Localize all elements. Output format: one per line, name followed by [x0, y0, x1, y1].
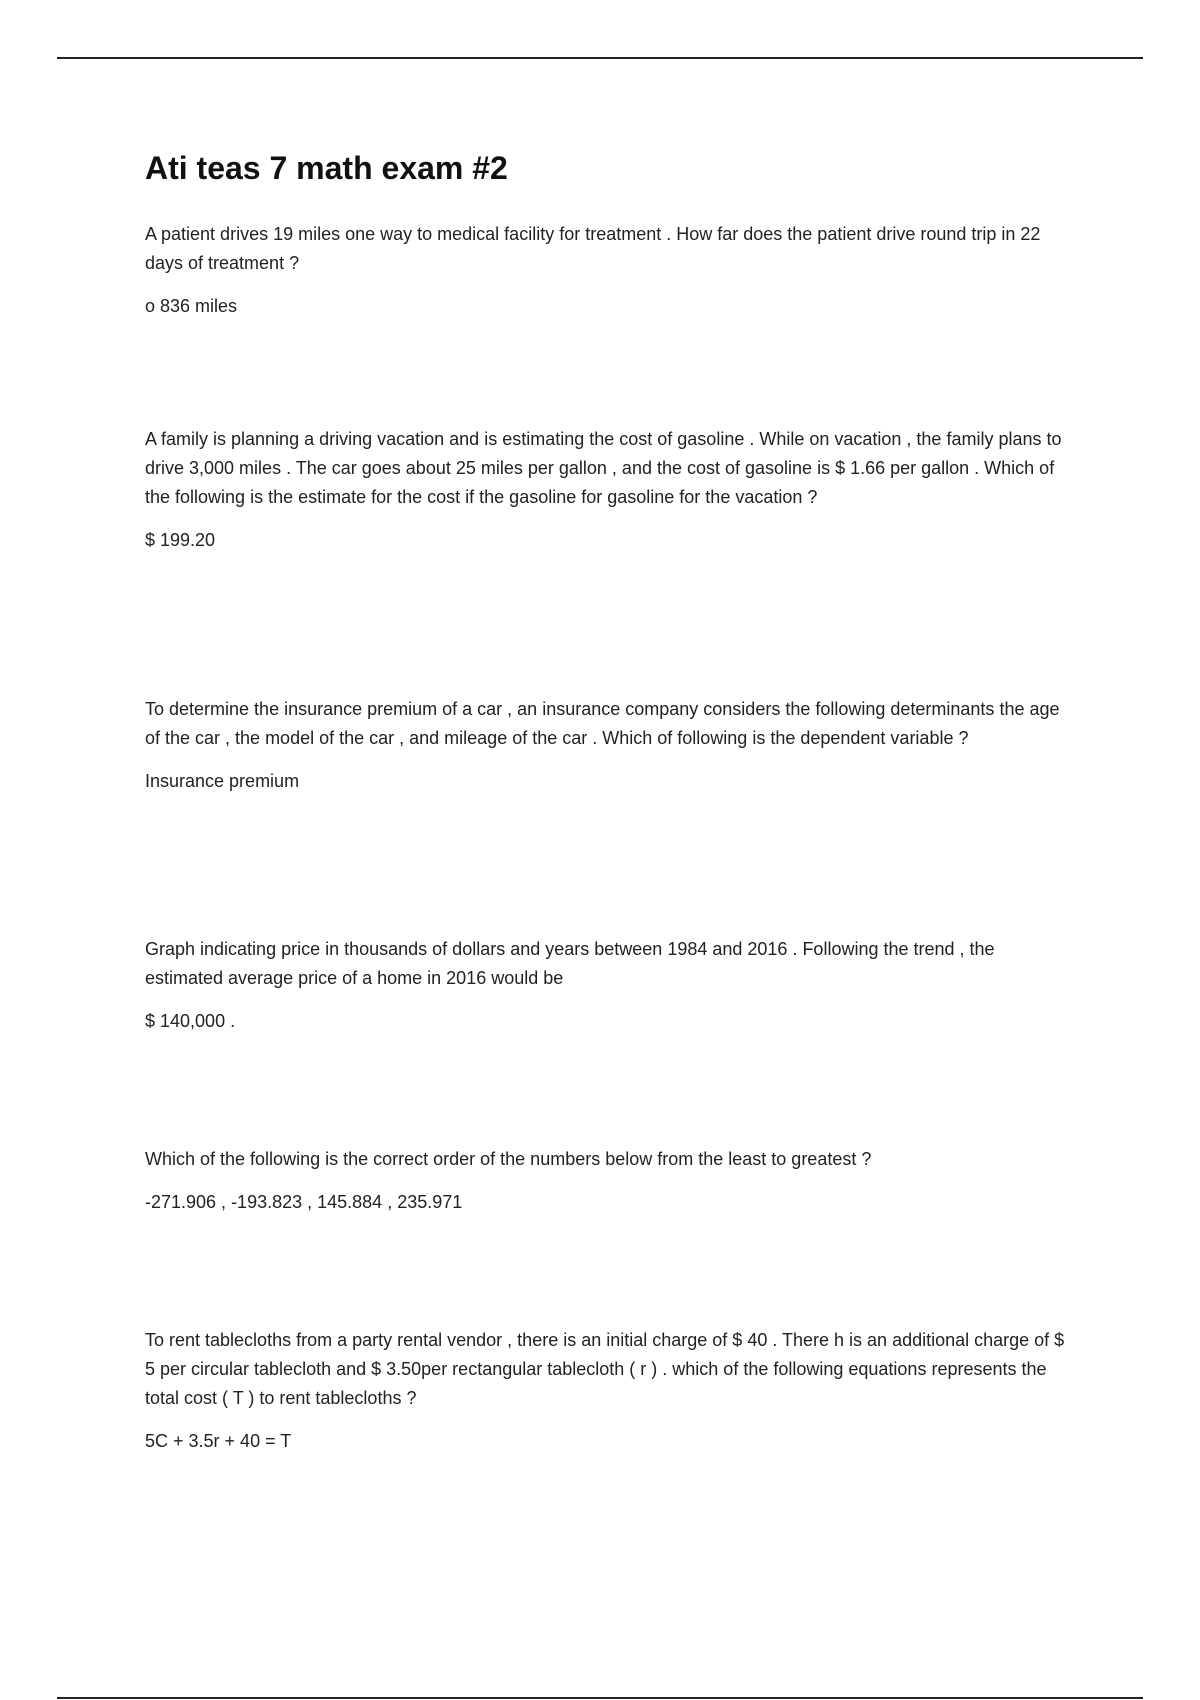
document-page — [145, 148, 1065, 1451]
question-text: Which of the following is the correct order of the numbers below from the least to greatest ? — [145, 1149, 872, 1169]
question-text: A patient drives 19 miles one way to medical facility for treatment . How far does the patient drive round trip in 22 days of treatment ? — [145, 224, 1041, 273]
question-text: To determine the insurance premium of a car , an insurance company considers the following determinants the age of the car , the model of the car , and mileage of the car . Which of following is the dependent variable ? — [145, 699, 1060, 748]
answer-text: -271.906 , -193.823 , 145.884 , 235.971 — [145, 1192, 463, 1212]
bottom-rule — [57, 1697, 1143, 1699]
question-text: To rent tablecloths from a party rental vendor , there is an initial charge of $ 40 . There h is an additional charge of $ 5 per circular tablecloth and $ 3.50per rectangular tablecloth ( r ) . which of the following equations represents the total cost ( T ) to rent tablecloths ? — [145, 1330, 1065, 1408]
question-block-4 — [145, 935, 1065, 1036]
question-block-6 — [145, 1326, 1065, 1456]
answer-text: Insurance premium — [145, 771, 300, 791]
question-block-3 — [145, 695, 1065, 796]
top-rule — [57, 57, 1143, 59]
document-title: Ati teas 7 math exam #2 — [145, 150, 508, 186]
question-text: A family is planning a driving vacation and is estimating the cost of gasoline . While on vacation , the family plans to drive 3,000 miles . The car goes about 25 miles per gallon , and the cost of gasoline is $ 1.66 per gallon . Which of the following is the estimate for the cost if the gasoline for gasoline for the vacation ? — [145, 429, 1062, 507]
question-block-5 — [145, 1145, 1065, 1217]
question-block-1 — [145, 220, 1065, 321]
answer-text: $ 199.20 — [145, 530, 216, 550]
answer-text: o 836 miles — [145, 296, 238, 316]
answer-text: $ 140,000 . — [145, 1011, 236, 1031]
answer-text: 5C + 3.5r + 40 = T — [145, 1431, 292, 1451]
question-text: Graph indicating price in thousands of dollars and years between 1984 and 2016 . Following the trend , the estimated average price of a home in 2016 would be — [145, 939, 995, 988]
question-block-2 — [145, 425, 1065, 555]
